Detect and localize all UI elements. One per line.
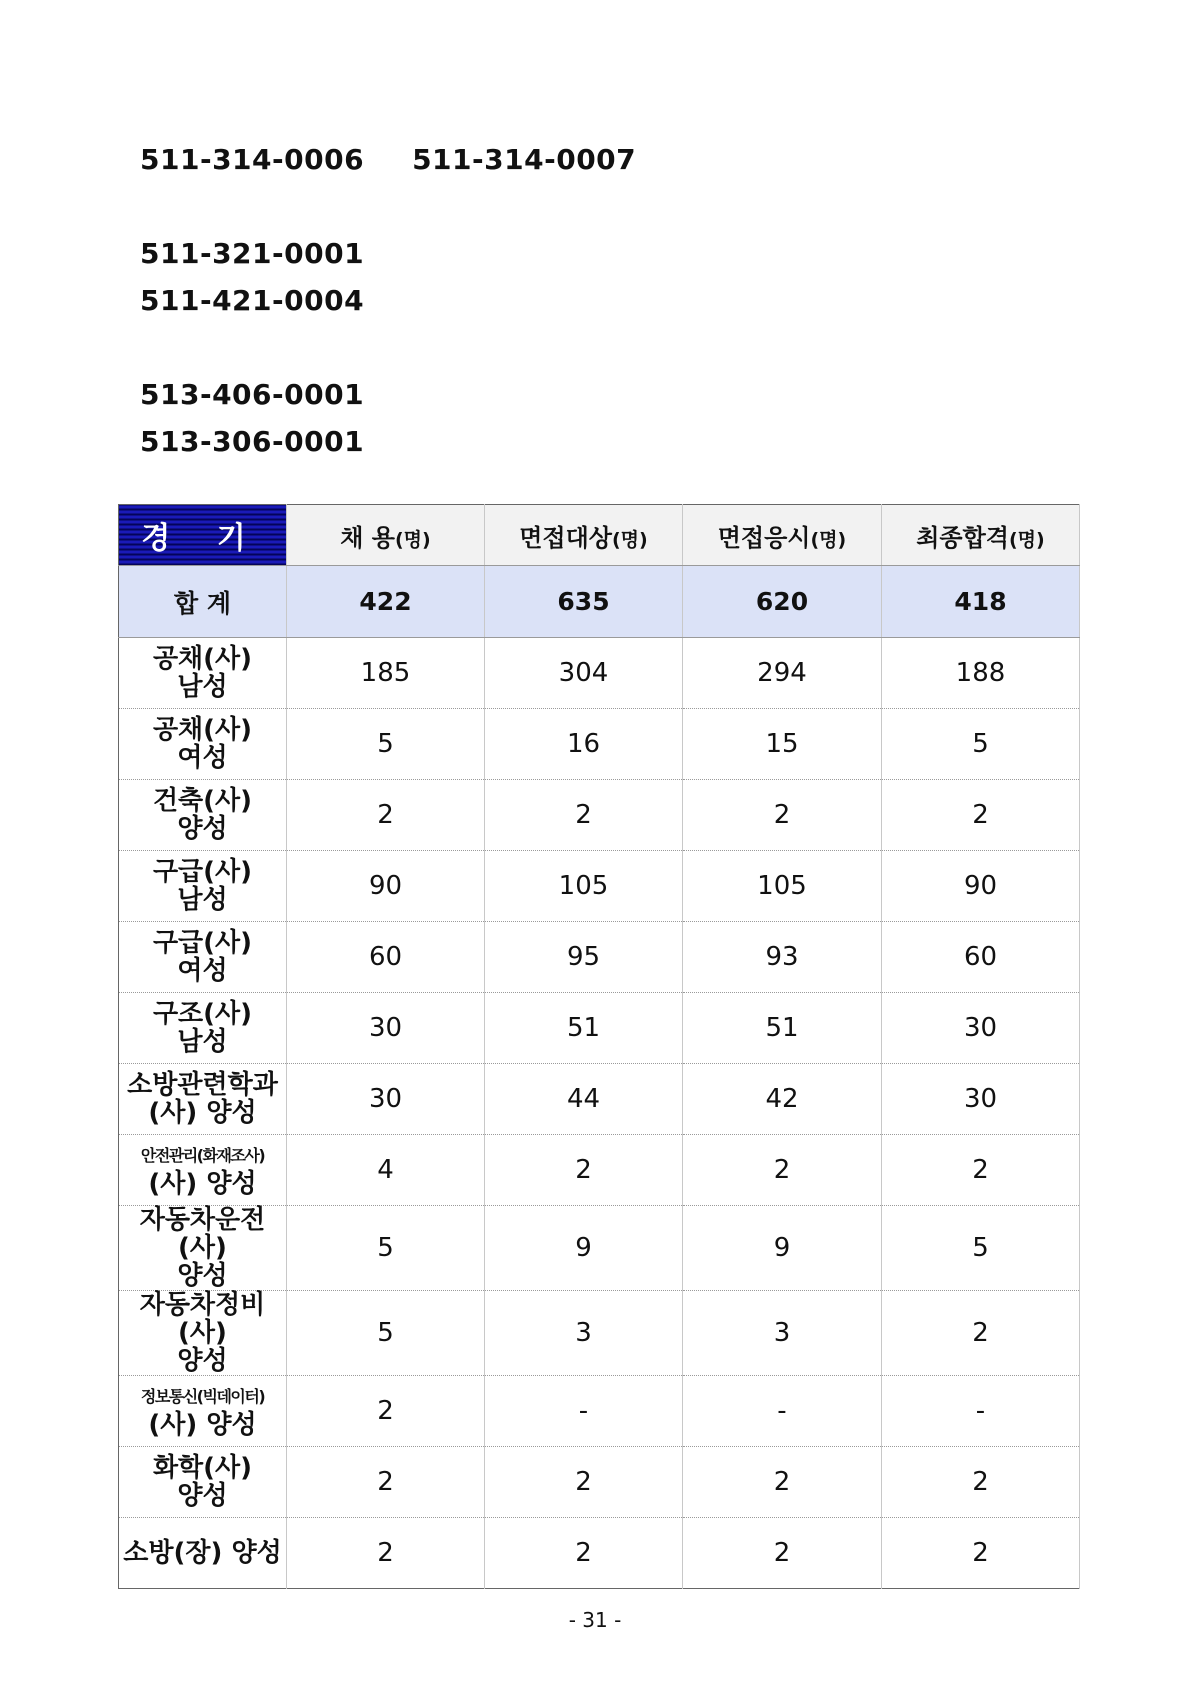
code-row: [140, 422, 364, 462]
category-line: 남성: [177, 672, 228, 702]
column-header: [882, 505, 1080, 566]
table-cell: 2: [485, 780, 683, 851]
table-cell: 5: [882, 1206, 1080, 1291]
table-cell: 2: [882, 1518, 1080, 1589]
category-line: 건축(사): [152, 786, 253, 816]
table-cell: -: [485, 1376, 683, 1447]
header-row: [119, 505, 1080, 566]
column-header: [683, 505, 882, 566]
total-label: 합 계: [119, 566, 287, 638]
table-cell: 16: [485, 709, 683, 780]
table-cell: 2: [882, 1447, 1080, 1518]
table-cell: 185: [287, 638, 485, 709]
table-cell: 2: [882, 780, 1080, 851]
category-line: 남성: [177, 1027, 228, 1057]
table-cell: 30: [882, 993, 1080, 1064]
table-cell: 44: [485, 1064, 683, 1135]
table-row: [119, 1518, 1080, 1589]
table-cell: 2: [882, 1135, 1080, 1206]
table-cell: 2: [683, 780, 882, 851]
table-cell: 90: [287, 851, 485, 922]
table-cell: 304: [485, 638, 683, 709]
category-cell: [119, 1135, 287, 1206]
code-row: [140, 375, 364, 415]
table-cell: 90: [882, 851, 1080, 922]
category-line: 자동차운전(사): [139, 1205, 266, 1263]
table-cell: 2: [287, 1376, 485, 1447]
table-cell: 105: [683, 851, 882, 922]
category-line: 양성: [177, 1346, 228, 1376]
table-cell: -: [882, 1376, 1080, 1447]
table-cell: 5: [287, 709, 485, 780]
table-cell: 2: [683, 1447, 882, 1518]
table-row: [119, 1291, 1080, 1376]
table-row: [119, 1135, 1080, 1206]
category-cell: [119, 993, 287, 1064]
total-cell: 418: [882, 566, 1080, 638]
total-row: [119, 566, 1080, 638]
table-cell: 2: [485, 1518, 683, 1589]
header-unit: (명): [810, 528, 847, 551]
code: 513-406-0001: [140, 378, 365, 411]
table-cell: 51: [683, 993, 882, 1064]
category-cell: [119, 1518, 287, 1589]
table-row: [119, 993, 1080, 1064]
table-cell: 60: [287, 922, 485, 993]
category-line: (사) 양성: [148, 1098, 257, 1128]
header-label: 면접대상: [519, 523, 612, 552]
category-line: 양성: [177, 1261, 228, 1291]
table-row: [119, 851, 1080, 922]
code-row: [140, 140, 636, 180]
table-cell: 30: [882, 1064, 1080, 1135]
table-cell: 105: [485, 851, 683, 922]
table-cell: 2: [287, 780, 485, 851]
category-line: (사) 양성: [148, 1169, 257, 1199]
category-cell: [119, 1206, 287, 1291]
table-cell: 9: [683, 1206, 882, 1291]
header-unit: (명): [395, 528, 431, 551]
category-line: 자동차정비(사): [139, 1290, 266, 1348]
category-line: 구급(사): [152, 857, 253, 887]
table-row: [119, 1064, 1080, 1135]
category-cell: [119, 922, 287, 993]
category-line: 화학(사): [152, 1453, 253, 1483]
table-cell: 42: [683, 1064, 882, 1135]
category-cell: [119, 851, 287, 922]
category-line: 정보통신(빅데이터): [140, 1387, 265, 1406]
code: 511-321-0001: [140, 237, 365, 270]
category-cell: [119, 709, 287, 780]
table-cell: 5: [287, 1206, 485, 1291]
recruitment-table: [118, 504, 1080, 1589]
total-cell: 635: [485, 566, 683, 638]
table-row: [119, 1376, 1080, 1447]
category-line: 안전관리(화재조사): [140, 1146, 265, 1165]
table-row: [119, 638, 1080, 709]
table-cell: 93: [683, 922, 882, 993]
table-cell: 15: [683, 709, 882, 780]
code: 511-421-0004: [140, 284, 365, 317]
category-line: 소방(장) 양성: [123, 1538, 282, 1568]
table-cell: 2: [287, 1518, 485, 1589]
table-cell: 2: [485, 1447, 683, 1518]
category-line: 구조(사): [152, 999, 253, 1029]
header-unit: (명): [1009, 528, 1045, 551]
table-cell: 9: [485, 1206, 683, 1291]
header-label: 면접응시: [717, 523, 811, 552]
table-row: [119, 1206, 1080, 1291]
header-label: 최종합격: [916, 523, 1009, 552]
category-line: (사) 양성: [148, 1410, 257, 1440]
category-cell: [119, 780, 287, 851]
category-line: 양성: [177, 1481, 228, 1511]
table-cell: 2: [485, 1135, 683, 1206]
category-cell: [119, 1291, 287, 1376]
code: 511-314-0007: [412, 143, 637, 176]
table-cell: -: [683, 1376, 882, 1447]
table-cell: 5: [882, 709, 1080, 780]
region-header: 경 기: [119, 505, 287, 566]
table-cell: 3: [683, 1291, 882, 1376]
category-cell: [119, 638, 287, 709]
category-line: 여성: [177, 956, 228, 986]
code: 511-314-0006: [140, 143, 365, 176]
table-cell: 95: [485, 922, 683, 993]
category-line: 남성: [177, 885, 228, 915]
header-label: 채 용: [340, 523, 395, 552]
table-cell: 2: [287, 1447, 485, 1518]
table-row: [119, 709, 1080, 780]
table-cell: 30: [287, 993, 485, 1064]
category-line: 공채(사): [152, 644, 253, 674]
category-cell: [119, 1447, 287, 1518]
table-cell: 60: [882, 922, 1080, 993]
page-number: - 31 -: [568, 1608, 622, 1632]
header-unit: (명): [612, 528, 648, 551]
total-cell: 422: [287, 566, 485, 638]
table-row: [119, 922, 1080, 993]
table-cell: 30: [287, 1064, 485, 1135]
total-cell: 620: [683, 566, 882, 638]
table-cell: 4: [287, 1135, 485, 1206]
table-cell: 3: [485, 1291, 683, 1376]
table-cell: 51: [485, 993, 683, 1064]
category-line: 공채(사): [152, 715, 253, 745]
column-header: [287, 505, 485, 566]
table-cell: 188: [882, 638, 1080, 709]
table-cell: 2: [683, 1518, 882, 1589]
column-header: [485, 505, 683, 566]
category-line: 양성: [177, 814, 228, 844]
code: 513-306-0001: [140, 425, 365, 458]
code-row: [140, 234, 364, 274]
category-line: 구급(사): [152, 928, 253, 958]
category-line: 소방관련학과: [127, 1070, 278, 1100]
table-cell: 2: [683, 1135, 882, 1206]
category-cell: [119, 1064, 287, 1135]
table-row: [119, 780, 1080, 851]
table-row: [119, 1447, 1080, 1518]
code-row: [140, 281, 364, 321]
category-cell: [119, 1376, 287, 1447]
category-line: 여성: [177, 743, 228, 773]
table-cell: 294: [683, 638, 882, 709]
table-cell: 5: [287, 1291, 485, 1376]
table-cell: 2: [882, 1291, 1080, 1376]
